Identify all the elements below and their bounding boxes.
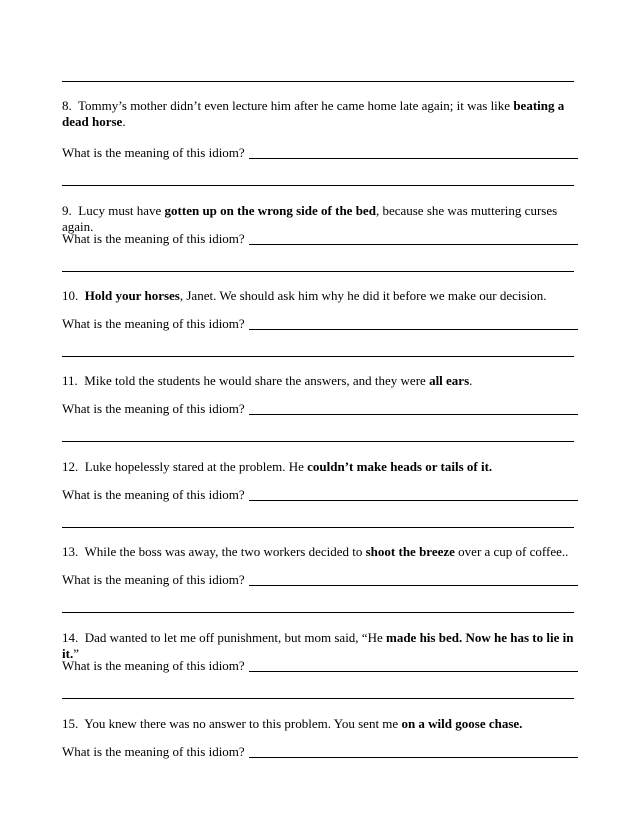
answer-blank[interactable] [249, 317, 578, 330]
meaning-prompt-12 [62, 487, 578, 503]
meaning-prompt-13 [62, 572, 578, 588]
answer-blank[interactable] [249, 402, 578, 415]
question-text: While the boss was away, the two workers decided to [84, 544, 366, 559]
question-text-end: , Janet. We should ask him why he did it before we make our decision. [179, 288, 547, 303]
answer-blank[interactable] [249, 573, 578, 586]
question-number: 11. [62, 373, 78, 388]
question-number: 14. [62, 630, 79, 645]
answer-line [62, 356, 574, 357]
question-text-end: ” [73, 646, 79, 661]
question-11 [62, 373, 578, 389]
answer-blank[interactable] [249, 232, 578, 245]
answer-blank[interactable] [249, 146, 578, 159]
meaning-prompt-8 [62, 145, 578, 161]
prompt-text: What is the meaning of this idiom? [62, 487, 245, 502]
meaning-prompt-10 [62, 316, 578, 332]
question-number: 13. [62, 544, 79, 559]
prompt-text: What is the meaning of this idiom? [62, 145, 245, 160]
prompt-text: What is the meaning of this idiom? [62, 744, 245, 759]
answer-line [62, 698, 574, 699]
meaning-prompt-11 [62, 401, 578, 417]
answer-line [62, 441, 574, 442]
meaning-prompt-9 [62, 231, 578, 247]
question-number: 12. [62, 459, 79, 474]
idiom-phrase: couldn’t make heads or tails of it. [307, 459, 493, 474]
prompt-text: What is the meaning of this idiom? [62, 658, 245, 673]
meaning-prompt-15 [62, 744, 578, 760]
prompt-text: What is the meaning of this idiom? [62, 316, 245, 331]
question-text-end: . [469, 373, 473, 388]
question-text-end: over a cup of coffee.. [454, 544, 569, 559]
question-text-end: . [122, 114, 126, 129]
question-number: 10. [62, 288, 79, 303]
answer-line [62, 527, 574, 528]
question-12 [62, 459, 578, 475]
answer-blank[interactable] [249, 659, 578, 672]
question-text: Mike told the students he would share the answers, and they were [84, 373, 430, 388]
answer-blank[interactable] [249, 488, 578, 501]
meaning-prompt-14 [62, 658, 578, 674]
question-number: 15. [62, 716, 79, 731]
question-text: You knew there was no answer to this problem. You sent me [84, 716, 402, 731]
answer-line [62, 612, 574, 613]
prompt-text: What is the meaning of this idiom? [62, 572, 245, 587]
question-number: 8. [62, 98, 72, 113]
prompt-text: What is the meaning of this idiom? [62, 401, 245, 416]
question-text-end: , because she was muttering curses again. [62, 203, 558, 234]
idiom-phrase: Hold your horses [84, 288, 180, 303]
question-text: Tommy’s mother didn’t even lecture him after he came home late again; it was like [78, 98, 514, 113]
prompt-text: What is the meaning of this idiom? [62, 231, 245, 246]
answer-blank[interactable] [249, 745, 578, 758]
question-text: Dad wanted to let me off punishment, but mom said, “He [84, 630, 386, 645]
question-text: Luke hopelessly stared at the problem. He [84, 459, 308, 474]
question-13 [62, 544, 578, 560]
idiom-phrase: all ears [429, 373, 470, 388]
answer-line [62, 81, 574, 82]
question-15 [62, 716, 578, 732]
question-number: 9. [62, 203, 72, 218]
idiom-phrase: shoot the breeze [365, 544, 455, 559]
idiom-phrase: beating a dead horse [62, 98, 565, 129]
answer-line [62, 185, 574, 186]
idiom-phrase: on a wild goose chase. [401, 716, 523, 731]
question-10 [62, 288, 578, 304]
answer-line [62, 271, 574, 272]
question-8 [62, 98, 578, 130]
idiom-phrase: gotten up on the wrong side of the bed [164, 203, 376, 218]
question-text: Lucy must have [78, 203, 165, 218]
idiom-phrase: made his bed. Now he has to lie in it. [62, 630, 574, 661]
